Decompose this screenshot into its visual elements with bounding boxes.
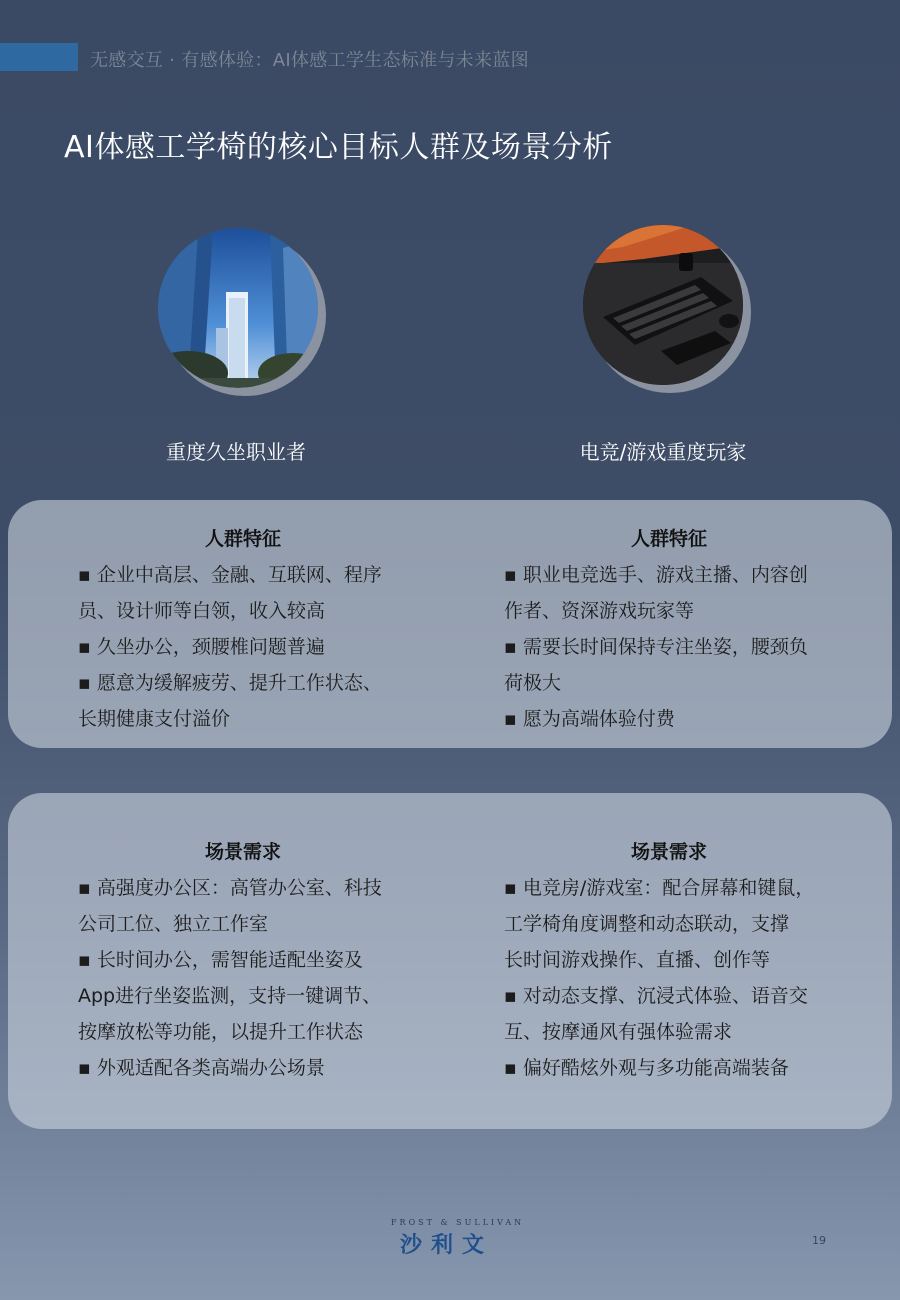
scenarios-gaming-line: 工学椅角度调整和动态联动，支撑 — [504, 913, 790, 935]
scenarios-gaming-line: 互、按摩通风有强体验需求 — [504, 1021, 733, 1043]
scenarios-gaming-line: ▪ 偏好酷炫外观与多功能高端装备 — [504, 1057, 789, 1079]
persona-label-gaming: 电竞/游戏重度玩家 — [579, 440, 747, 464]
traits-gaming-line: 荷极大 — [504, 672, 562, 694]
page-title: AI体感工学椅的核心目标人群及场景分析 — [64, 130, 613, 165]
persona-gaming-image — [583, 225, 751, 393]
scenarios-office-line: App进行坐姿监测，支持一键调节、 — [78, 985, 382, 1007]
scenarios-office-line: ▪ 外观适配各类高端办公场景 — [78, 1057, 325, 1079]
traits-gaming-line: ▪ 职业电竞选手、游戏主播、内容创 — [504, 564, 808, 586]
logo-english: FROST & SULLIVAN — [391, 1218, 525, 1227]
traits-gaming-column — [504, 521, 834, 737]
section-title: 无感交互 · 有感体验：AI体感工学生态标准与未来蓝图 — [90, 50, 529, 71]
traits-gaming-line: ▪ 愿为高端体验付费 — [504, 708, 675, 730]
traits-office-line: ▪ 久坐办公，颈腰椎问题普遍 — [78, 636, 325, 658]
traits-office-line: ▪ 愿意为缓解疲劳、提升工作状态、 — [78, 672, 382, 694]
scenarios-gaming-column — [504, 834, 834, 1086]
traits-gaming-line: ▪ 需要长时间保持专注坐姿，腰颈负 — [504, 636, 808, 658]
scenarios-gaming-line: ▪ 对动态支撑、沉浸式体验、语音交 — [504, 985, 808, 1007]
scenarios-gaming-heading: 场景需求 — [630, 841, 707, 863]
scenarios-office-line: 按摩放松等功能，以提升工作状态 — [78, 1021, 364, 1043]
scenarios-office-heading: 场景需求 — [204, 841, 281, 863]
traits-office-line: 长期健康支付溢价 — [78, 708, 231, 730]
persona-office-image — [158, 228, 326, 396]
header-accent-bar — [0, 43, 78, 71]
traits-gaming-line: 作者、资深游戏玩家等 — [504, 600, 695, 622]
scenarios-office-line: ▪ 高强度办公区：高管办公室、科技 — [78, 877, 382, 899]
scenarios-gaming-line: ▪ 电竞房/游戏室：配合屏幕和键鼠， — [504, 877, 815, 899]
page-number: 19 — [812, 1234, 826, 1247]
scenarios-office-line: ▪ 长时间办公，需智能适配坐姿及 — [78, 949, 363, 971]
scenarios-panel — [8, 793, 892, 1129]
traits-office-column — [78, 521, 408, 737]
scenarios-office-column — [78, 834, 408, 1086]
traits-office-line: ▪ 企业中高层、金融、互联网、程序 — [78, 564, 382, 586]
logo-chinese: 沙利文 — [400, 1233, 494, 1258]
traits-panel — [8, 500, 892, 748]
scenarios-gaming-line: 长时间游戏操作、直播、创作等 — [504, 949, 771, 971]
traits-gaming-heading: 人群特征 — [630, 528, 707, 550]
traits-office-line: 员、设计师等白领，收入较高 — [78, 600, 326, 622]
traits-office-heading: 人群特征 — [204, 528, 281, 550]
scenarios-office-line: 公司工位、独立工作室 — [78, 913, 269, 935]
persona-label-office: 重度久坐职业者 — [166, 440, 306, 464]
